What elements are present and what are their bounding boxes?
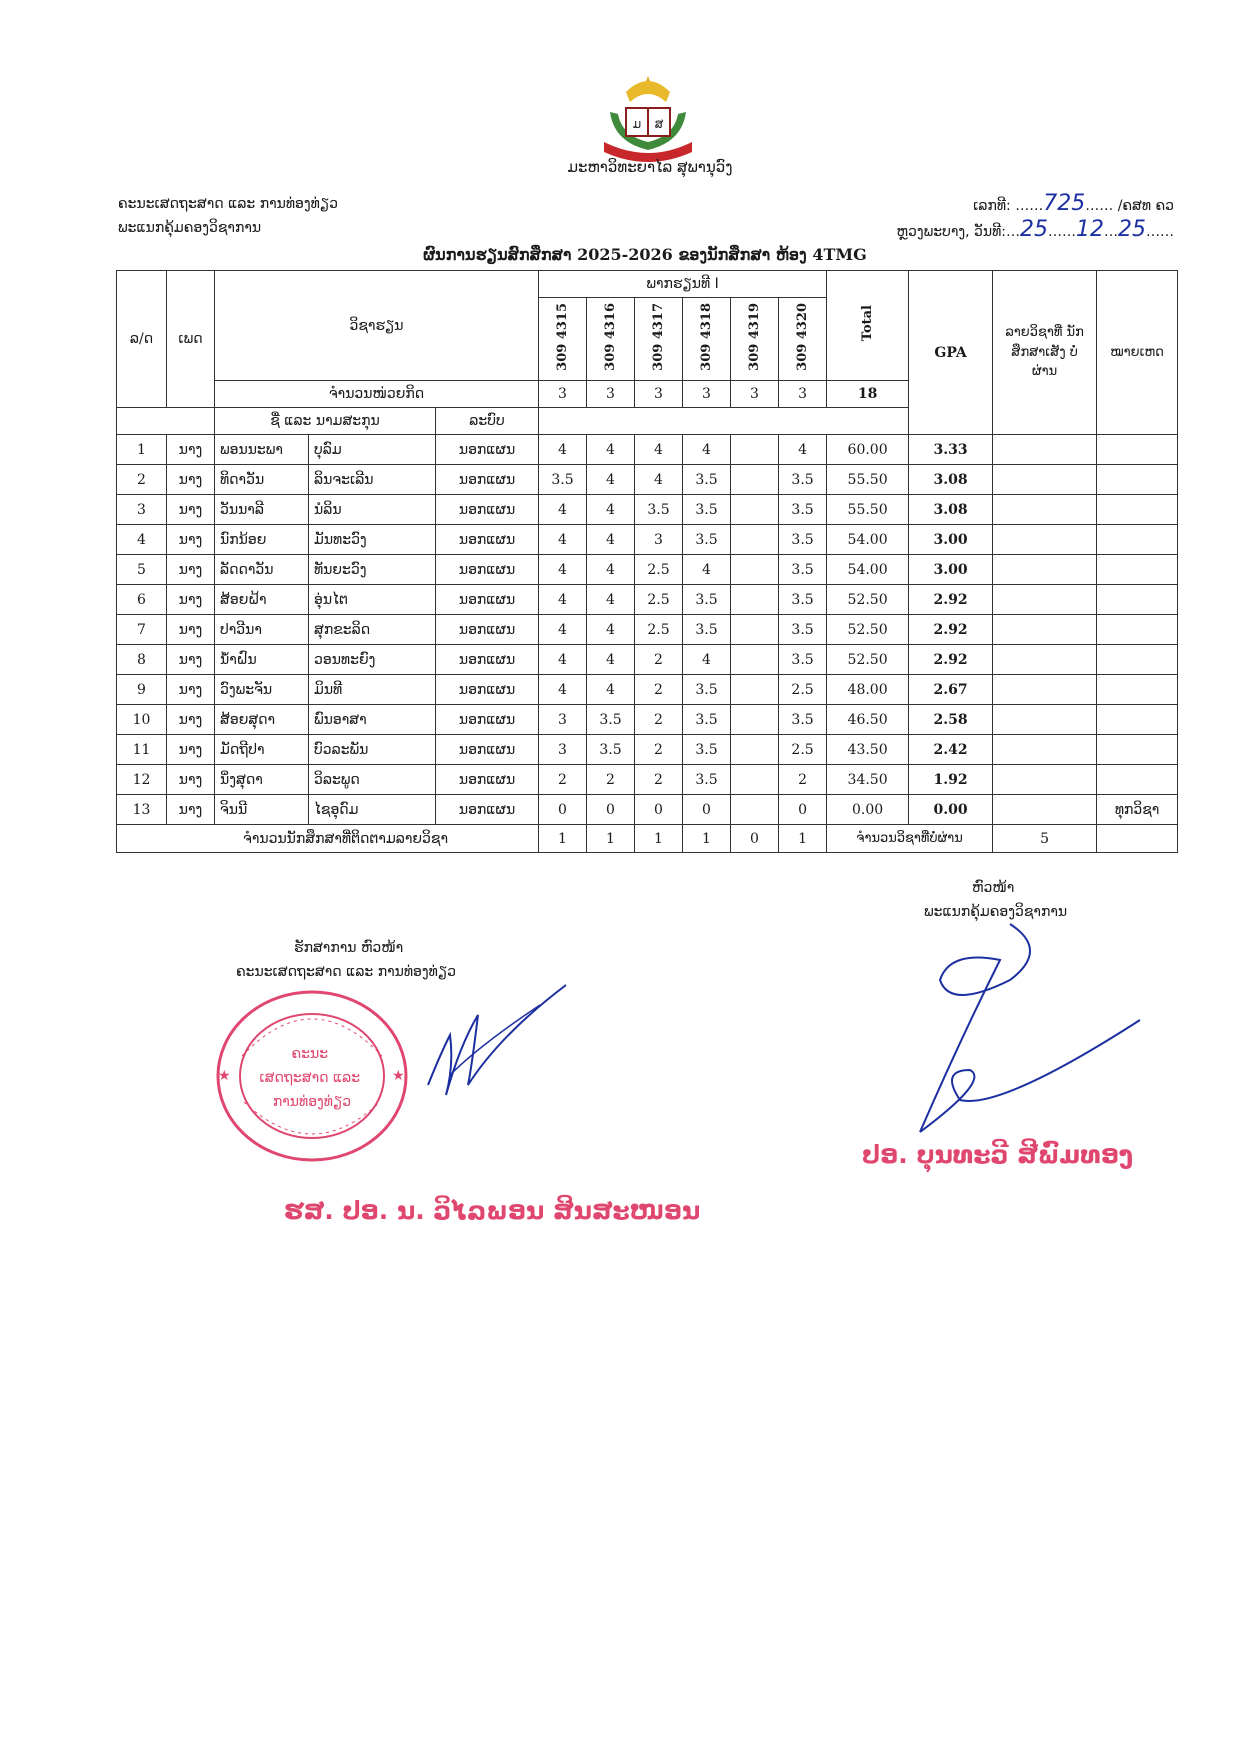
- row-grade: 2.5: [779, 735, 827, 765]
- row-grade: 3.5: [779, 645, 827, 675]
- row-total: 46.50: [827, 705, 909, 735]
- row-last-name: ວອນທະຍົງ: [309, 645, 436, 675]
- row-grade: 3.5: [779, 555, 827, 585]
- row-gender: ນາງ: [167, 645, 215, 675]
- date-label: ຫຼວງພະບາງ, ວັນທີ:: [896, 224, 1006, 240]
- row-grade: 4: [587, 495, 635, 525]
- table-row: [117, 675, 1178, 705]
- row-grade: 3.5: [683, 735, 731, 765]
- row-remark: [1097, 435, 1178, 465]
- course-credit: 3: [683, 381, 731, 408]
- course-code: 309 4316: [603, 303, 619, 371]
- row-remark: ທຸກວິຊາ: [1097, 795, 1178, 825]
- row-gender: ນາງ: [167, 525, 215, 555]
- row-grade: 2: [635, 735, 683, 765]
- row-grade: 3.5: [683, 765, 731, 795]
- signature-right-office: ພະແນກຄຸ້ມຄອງວິຊາການ: [924, 904, 1068, 920]
- row-grade: [731, 555, 779, 585]
- signature-right-title: ຫົວໜ້າ: [972, 880, 1015, 896]
- blank-header: [539, 408, 909, 435]
- row-failed: [993, 735, 1097, 765]
- row-grade: 4: [539, 525, 587, 555]
- row-failed: [993, 615, 1097, 645]
- row-number: 7: [117, 615, 167, 645]
- row-remark: [1097, 525, 1178, 555]
- row-grade: 4: [587, 585, 635, 615]
- row-grade: 3.5: [539, 465, 587, 495]
- row-gender: ນາງ: [167, 735, 215, 765]
- row-grade: 3.5: [779, 465, 827, 495]
- row-first-name: ສ້ອຍຝ້າ: [215, 585, 309, 615]
- course-header: [731, 298, 779, 381]
- row-first-name: ວັນນາລີ: [215, 495, 309, 525]
- row-study-type: ນອກແຜນ: [436, 495, 539, 525]
- row-study-type: ນອກແຜນ: [436, 795, 539, 825]
- row-first-name: ຈິນນີ: [215, 795, 309, 825]
- row-grade: [731, 705, 779, 735]
- row-grade: [731, 645, 779, 675]
- row-last-name: ອຸ່ນໄຕ: [309, 585, 436, 615]
- credits-label: ຈຳນວນໜ່ວຍກິດ: [215, 381, 539, 408]
- row-grade: 4: [779, 435, 827, 465]
- course-code: 309 4315: [555, 303, 571, 371]
- row-number: 11: [117, 735, 167, 765]
- row-study-type: ນອກແຜນ: [436, 525, 539, 555]
- row-grade: 4: [587, 555, 635, 585]
- row-failed: [993, 465, 1097, 495]
- row-gender: ນາງ: [167, 465, 215, 495]
- row-remark: [1097, 495, 1178, 525]
- row-grade: 4: [635, 465, 683, 495]
- table-row: [117, 495, 1178, 525]
- row-total: 55.50: [827, 495, 909, 525]
- row-grade: [731, 675, 779, 705]
- row-remark: [1097, 705, 1178, 735]
- row-gpa: 2.58: [909, 705, 993, 735]
- doc-no-label: ເລກທີ:: [973, 198, 1011, 214]
- row-last-name: ໄຊອຸດົມ: [309, 795, 436, 825]
- row-grade: 4: [587, 615, 635, 645]
- row-gender: ນາງ: [167, 675, 215, 705]
- row-study-type: ນອກແຜນ: [436, 615, 539, 645]
- row-grade: 3.5: [683, 495, 731, 525]
- row-study-type: ນອກແຜນ: [436, 645, 539, 675]
- row-total: 55.50: [827, 465, 909, 495]
- row-gender: ນາງ: [167, 705, 215, 735]
- signature-left: [420, 975, 570, 1135]
- course-header: [587, 298, 635, 381]
- row-last-name: ທັນຍະວົງ: [309, 555, 436, 585]
- row-grade: [731, 615, 779, 645]
- row-last-name: ນໍລິນ: [309, 495, 436, 525]
- row-failed: [993, 585, 1097, 615]
- row-study-type: ນອກແຜນ: [436, 465, 539, 495]
- row-failed: [993, 765, 1097, 795]
- semester-header: ພາກຮຽນທີ I: [539, 271, 827, 298]
- row-grade: 3: [539, 705, 587, 735]
- row-failed: [993, 435, 1097, 465]
- row-grade: 3.5: [779, 705, 827, 735]
- row-study-type: ນອກແຜນ: [436, 435, 539, 465]
- row-grade: [731, 435, 779, 465]
- course-code: 309 4317: [651, 303, 667, 371]
- row-gpa: 1.92: [909, 765, 993, 795]
- row-last-name: ມິນທີ: [309, 675, 436, 705]
- row-grade: [731, 735, 779, 765]
- row-grade: 3.5: [779, 615, 827, 645]
- table-row: [117, 735, 1178, 765]
- row-grade: 4: [683, 645, 731, 675]
- row-gpa: 3.00: [909, 555, 993, 585]
- row-grade: 4: [539, 555, 587, 585]
- col-header-subject: ວິຊາຮຽນ: [215, 271, 539, 381]
- row-grade: 4: [587, 465, 635, 495]
- row-grade: 2.5: [635, 585, 683, 615]
- type-header: ລະບົບ: [436, 408, 539, 435]
- row-failed: [993, 675, 1097, 705]
- date-month: 12: [1076, 217, 1104, 242]
- row-grade: 0: [587, 795, 635, 825]
- footer-count: 1: [587, 825, 635, 853]
- signature-left-faculty: ຄະນະເສດຖະສາດ ແລະ ການທ່ອງທ່ຽວ: [236, 964, 456, 980]
- row-grade: 3.5: [683, 705, 731, 735]
- row-grade: 4: [539, 675, 587, 705]
- row-gender: ນາງ: [167, 795, 215, 825]
- table-row: [117, 705, 1178, 735]
- row-number: 10: [117, 705, 167, 735]
- footer-failed-count: 5: [993, 825, 1097, 853]
- row-grade: 3.5: [779, 585, 827, 615]
- course-code: 309 4318: [699, 303, 715, 371]
- university-logo: [596, 72, 700, 162]
- row-study-type: ນອກແຜນ: [436, 765, 539, 795]
- row-first-name: ປາວີນາ: [215, 615, 309, 645]
- row-failed: [993, 645, 1097, 675]
- row-remark: [1097, 735, 1178, 765]
- table-row: [117, 465, 1178, 495]
- row-grade: 2: [779, 765, 827, 795]
- row-grade: 3.5: [587, 705, 635, 735]
- row-grade: 4: [539, 615, 587, 645]
- row-gender: ນາງ: [167, 615, 215, 645]
- row-gender: ນາງ: [167, 765, 215, 795]
- col-header-remark: ໝາຍເຫດ: [1097, 271, 1178, 435]
- course-credit: 3: [731, 381, 779, 408]
- stamp-center-text: ຄະນະ ເສດຖະສາດ ແລະ ການທ່ອງທ່ຽວ: [259, 1046, 361, 1110]
- row-total: 54.00: [827, 525, 909, 555]
- footer-label: ຈຳນວນນັກສຶກສາທີ່ຕິດຕາມລາຍວິຊາ: [117, 825, 539, 853]
- office-name: ພະແນກຄຸ້ມຄອງວິຊາການ: [118, 220, 262, 236]
- row-remark: [1097, 465, 1178, 495]
- row-remark: [1097, 615, 1178, 645]
- table-row: [117, 795, 1178, 825]
- row-first-name: ນິ່ງສຸດາ: [215, 765, 309, 795]
- col-header-no: ລ/ດ: [117, 271, 167, 408]
- row-failed: [993, 495, 1097, 525]
- row-study-type: ນອກແຜນ: [436, 705, 539, 735]
- footer-count: 1: [635, 825, 683, 853]
- row-grade: 4: [587, 525, 635, 555]
- total-label: Total: [860, 305, 876, 342]
- row-gpa: 3.33: [909, 435, 993, 465]
- row-total: 43.50: [827, 735, 909, 765]
- row-grade: 3.5: [683, 585, 731, 615]
- row-grade: 3.5: [635, 495, 683, 525]
- row-number: 2: [117, 465, 167, 495]
- row-number: 4: [117, 525, 167, 555]
- row-study-type: ນອກແຜນ: [436, 585, 539, 615]
- course-header: [779, 298, 827, 381]
- row-study-type: ນອກແຜນ: [436, 735, 539, 765]
- row-grade: 4: [539, 495, 587, 525]
- table-row: [117, 555, 1178, 585]
- stamp-star-right: ★: [392, 1068, 405, 1084]
- row-grade: 4: [587, 645, 635, 675]
- row-total: 0.00: [827, 795, 909, 825]
- document-number: ເລກທີ: ……725…… /ຄສທ ຄວ: [973, 191, 1174, 216]
- row-grade: 4: [539, 435, 587, 465]
- row-gpa: 3.08: [909, 495, 993, 525]
- footer-count: 0: [731, 825, 779, 853]
- row-last-name: ມັນທະວົງ: [309, 525, 436, 555]
- row-grade: 4: [539, 585, 587, 615]
- logo-text-left: ມ: [632, 117, 642, 131]
- stamp-star-left: ★: [218, 1068, 231, 1084]
- row-grade: [731, 795, 779, 825]
- row-grade: 4: [683, 435, 731, 465]
- footer-count: 1: [779, 825, 827, 853]
- col-header-total: [827, 271, 909, 381]
- row-grade: 3.5: [683, 465, 731, 495]
- row-total: 34.50: [827, 765, 909, 795]
- blank-header: [117, 408, 215, 435]
- row-last-name: ບົວລະພັນ: [309, 735, 436, 765]
- row-number: 9: [117, 675, 167, 705]
- row-grade: 2.5: [635, 555, 683, 585]
- row-grade: 2: [539, 765, 587, 795]
- table-row: [117, 645, 1178, 675]
- row-last-name: ພົນອາສາ: [309, 705, 436, 735]
- row-total: 54.00: [827, 555, 909, 585]
- table-row: [117, 525, 1178, 555]
- name-header: ຊື່ ແລະ ນາມສະກຸນ: [215, 408, 436, 435]
- row-remark: [1097, 645, 1178, 675]
- row-failed: [993, 795, 1097, 825]
- row-total: 52.50: [827, 585, 909, 615]
- course-header: [683, 298, 731, 381]
- course-credit: 3: [539, 381, 587, 408]
- row-first-name: ມັດຖີປາ: [215, 735, 309, 765]
- row-first-name: ສ້ອຍສຸດາ: [215, 705, 309, 735]
- signer-left-name: ຮສ. ປອ. ນ. ວິໄລພອນ ສິນສະໜອນ: [284, 1196, 701, 1225]
- row-grade: 2: [635, 675, 683, 705]
- row-grade: 4: [539, 645, 587, 675]
- row-failed: [993, 705, 1097, 735]
- course-code: 309 4319: [747, 303, 763, 371]
- row-gender: ນາງ: [167, 585, 215, 615]
- row-first-name: ວົງພະຈັນ: [215, 675, 309, 705]
- faculty-name: ຄະນະເສດຖະສາດ ແລະ ການທ່ອງທ່ຽວ: [118, 196, 338, 212]
- row-grade: [731, 495, 779, 525]
- row-total: 52.50: [827, 645, 909, 675]
- doc-no-value: 725: [1043, 191, 1086, 216]
- row-gender: ນາງ: [167, 555, 215, 585]
- signature-right: [890, 920, 1150, 1140]
- row-grade: 3.5: [779, 525, 827, 555]
- row-remark: [1097, 765, 1178, 795]
- row-number: 8: [117, 645, 167, 675]
- date-year: 25: [1118, 217, 1146, 242]
- row-grade: 0: [635, 795, 683, 825]
- date-day: 25: [1020, 217, 1048, 242]
- row-failed: [993, 555, 1097, 585]
- row-grade: 4: [587, 435, 635, 465]
- row-grade: 3: [539, 735, 587, 765]
- row-first-name: ນົກນ້ອຍ: [215, 525, 309, 555]
- course-header: [539, 298, 587, 381]
- grades-table: [116, 270, 1178, 853]
- document-title: ຜົນການຮຽນສົກສຶກສາ 2025-2026 ຂອງນັກສຶກສາ ຫ້ອງ 4TMG: [423, 245, 867, 264]
- footer-blank: [1097, 825, 1178, 853]
- university-name: ມະຫາວິທະຍາໄລ ສຸພານຸວົງ: [567, 158, 733, 176]
- table-row: [117, 615, 1178, 645]
- row-gender: ນາງ: [167, 435, 215, 465]
- col-header-gender: ເພດ: [167, 271, 215, 408]
- row-grade: 3.5: [587, 735, 635, 765]
- row-grade: 4: [635, 435, 683, 465]
- row-grade: 2: [587, 765, 635, 795]
- row-first-name: ລັດດາວັນ: [215, 555, 309, 585]
- row-remark: [1097, 585, 1178, 615]
- row-grade: 0: [683, 795, 731, 825]
- row-number: 13: [117, 795, 167, 825]
- row-gpa: 3.00: [909, 525, 993, 555]
- row-grade: 2.5: [635, 615, 683, 645]
- footer-failed-label: ຈຳນວນວິຊາທີ່ບໍ່ຜ່ານ: [827, 825, 993, 853]
- course-credit: 3: [779, 381, 827, 408]
- logo-text-right: ສ: [654, 117, 664, 131]
- row-gpa: 2.92: [909, 645, 993, 675]
- signature-left-title: ຮັກສາການ ຫົວໜ້າ: [294, 940, 404, 956]
- row-gender: ນາງ: [167, 495, 215, 525]
- row-grade: 3: [635, 525, 683, 555]
- row-study-type: ນອກແຜນ: [436, 675, 539, 705]
- course-header: [635, 298, 683, 381]
- course-code: 309 4320: [795, 303, 811, 371]
- official-stamp: [208, 986, 428, 1166]
- row-grade: 0: [539, 795, 587, 825]
- row-number: 3: [117, 495, 167, 525]
- row-total: 48.00: [827, 675, 909, 705]
- row-first-name: ທິດາວັນ: [215, 465, 309, 495]
- row-grade: 4: [587, 675, 635, 705]
- course-credit: 3: [635, 381, 683, 408]
- row-last-name: ບຸລົມ: [309, 435, 436, 465]
- row-grade: 2: [635, 765, 683, 795]
- table-row: [117, 585, 1178, 615]
- row-gpa: 2.67: [909, 675, 993, 705]
- row-last-name: ສຸກຂະລິດ: [309, 615, 436, 645]
- table-row: [117, 435, 1178, 465]
- row-grade: 3.5: [683, 675, 731, 705]
- row-grade: 2: [635, 705, 683, 735]
- row-total: 60.00: [827, 435, 909, 465]
- col-header-gpa: GPA: [909, 271, 993, 435]
- footer-count: 1: [539, 825, 587, 853]
- doc-no-suffix: /ຄສທ ຄວ: [1117, 198, 1174, 214]
- col-header-failed: ລາຍວິຊາທີ່ ນັກສຶກສາເສັງ ບໍ່ຜ່ານ: [993, 271, 1097, 435]
- row-grade: 0: [779, 795, 827, 825]
- signer-right-name: ປອ. ບຸນທະວີ ສີພົມທອງ: [862, 1140, 1134, 1169]
- row-gpa: 2.92: [909, 615, 993, 645]
- row-gpa: 0.00: [909, 795, 993, 825]
- course-credit: 3: [587, 381, 635, 408]
- row-number: 12: [117, 765, 167, 795]
- row-last-name: ວິລະພູດ: [309, 765, 436, 795]
- document-date: ຫຼວງພະບາງ, ວັນທີ:…25……12…25……: [896, 217, 1174, 242]
- row-failed: [993, 525, 1097, 555]
- row-last-name: ລິນຈະເລີນ: [309, 465, 436, 495]
- row-grade: [731, 765, 779, 795]
- row-first-name: ນ້ຳຝົນ: [215, 645, 309, 675]
- row-grade: 4: [683, 555, 731, 585]
- row-grade: 3.5: [683, 525, 731, 555]
- row-number: 5: [117, 555, 167, 585]
- row-first-name: ພອນນະພາ: [215, 435, 309, 465]
- row-remark: [1097, 675, 1178, 705]
- credits-total: 18: [827, 381, 909, 408]
- table-row: [117, 765, 1178, 795]
- row-grade: 2: [635, 645, 683, 675]
- row-grade: 2.5: [779, 675, 827, 705]
- row-number: 1: [117, 435, 167, 465]
- row-gpa: 2.92: [909, 585, 993, 615]
- row-gpa: 3.08: [909, 465, 993, 495]
- row-grade: [731, 525, 779, 555]
- row-grade: [731, 585, 779, 615]
- row-total: 52.50: [827, 615, 909, 645]
- row-grade: 3.5: [779, 495, 827, 525]
- row-grade: 3.5: [683, 615, 731, 645]
- row-gpa: 2.42: [909, 735, 993, 765]
- row-number: 6: [117, 585, 167, 615]
- footer-count: 1: [683, 825, 731, 853]
- row-grade: [731, 465, 779, 495]
- row-study-type: ນອກແຜນ: [436, 555, 539, 585]
- row-remark: [1097, 555, 1178, 585]
